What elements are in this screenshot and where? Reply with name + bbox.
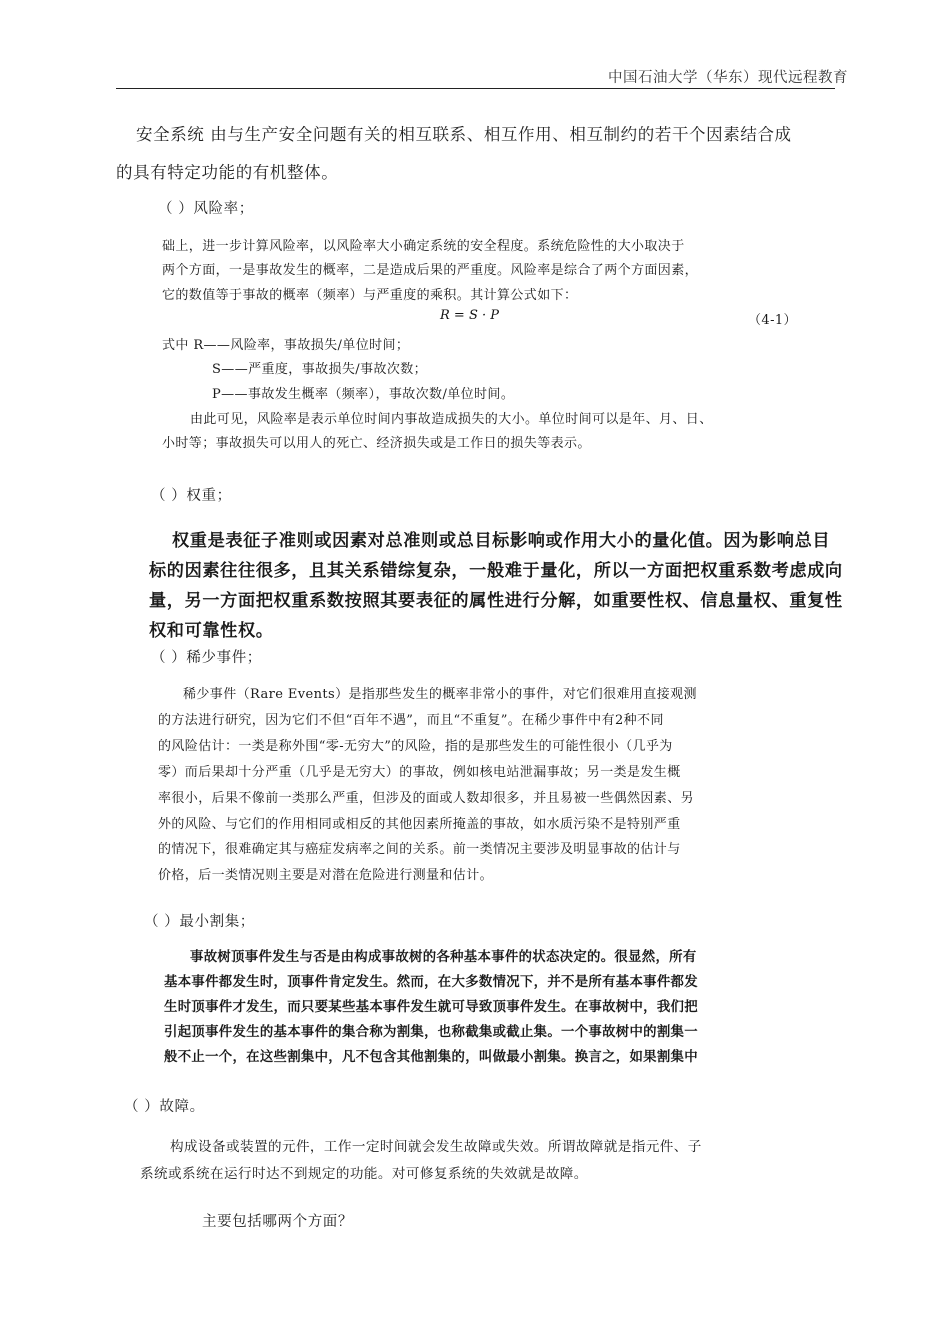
risk-def-1: 式中 R——风险率，事故损失/单位时间；: [162, 338, 410, 353]
rare-line-6: 外的风险、与它们的作用相同或相反的其他因素所掩盖的事故，如水质污染不是特别严重: [158, 817, 681, 832]
intro-line-1: 安全系统 由与生产安全问题有关的相互联系、相互作用、相互制约的若干个因素结合成: [136, 125, 792, 144]
weight-line-4: 权和可靠性权。: [149, 621, 274, 641]
weight-line-3: 量，另一方面把权重系数按照其要表征的属性进行分解，如重要性权、信息量权、重复性: [149, 591, 843, 611]
page-header-title: 中国石油大学（华东）现代远程教育: [608, 70, 848, 86]
rare-line-8: 价格，后一类情况则主要是对潜在危险进行测量和估计。: [158, 868, 494, 883]
risk-line-1: 础上，进一步计算风险率，以风险率大小确定系统的安全程度。系统危险性的大小取决于: [162, 239, 685, 254]
rare-line-2: 的方法进行研究，因为它们不但“百年不遇”，而且“不重复”。在稀少事件中有2种不同: [158, 713, 664, 728]
weight-line-1: 权重是表征子准则或因素对总准则或总目标影响或作用大小的量化值。因为影响总目: [172, 531, 831, 551]
weight-line-2: 标的因素往往很多，且其关系错综复杂，一般难于量化，所以一方面把权重系数考虑成向: [149, 561, 843, 581]
question-label-risk: （ ）风险率；: [158, 201, 254, 217]
risk-formula-number: （4-1）: [748, 313, 797, 328]
rare-line-3: 的风险估计：一类是称外围“零-无穷大”的风险，指的是那些发生的可能性很小（几乎为: [158, 739, 673, 754]
fault-line-1: 构成设备或装置的元件，工作一定时间就会发生故障或失效。所谓故障就是指元件、子: [170, 1139, 702, 1155]
cutset-line-1: 事故树顶事件发生与否是由构成事故树的各种基本事件的状态决定的。很显然，所有: [190, 949, 697, 965]
header-rule: [116, 88, 835, 89]
risk-tail-1: 由此可见，风险率是表示单位时间内事故造成损失的大小。单位时间可以是年、月、日、: [190, 412, 713, 427]
question-label-rare-events: （ ）稀少事件；: [151, 650, 262, 666]
question-label-minimal-cut-set: （ ）最小割集；: [144, 914, 255, 930]
rare-line-4: 零）而后果却十分严重（几乎是无穷大）的事故，例如核电站泄漏事故；另一类是发生概: [158, 765, 681, 780]
risk-line-2: 两个方面，一是事故发生的概率，二是造成后果的严重度。风险率是综合了两个方面因素，: [162, 263, 699, 278]
risk-line-3: 它的数值等于事故的概率（频率）与严重度的乘积。其计算公式如下：: [162, 288, 578, 303]
risk-tail-2: 小时等；事故损失可以用人的死亡、经济损失或是工作日的损失等表示。: [162, 436, 591, 451]
closing-question: 主要包括哪两个方面？: [202, 1214, 353, 1230]
risk-def-3: P——事故发生概率（频率），事故次数/单位时间。: [212, 387, 515, 402]
risk-def-2: S——严重度，事故损失/事故次数；: [212, 362, 428, 377]
question-label-weight: （ ）权重；: [151, 488, 232, 504]
cutset-line-2: 基本事件都发生时，顶事件肯定发生。然而，在大多数情况下，并不是所有基本事件都发: [164, 974, 698, 990]
rare-line-5: 率很小，后果不像前一类那么严重，但涉及的面或人数却很多，并且易被一些偶然因素、另: [158, 791, 695, 806]
risk-formula: R = S · P: [440, 308, 499, 323]
fault-line-2: 系统或系统在运行时达不到规定的功能。对可修复系统的失效就是故障。: [140, 1166, 588, 1182]
rare-line-1: 稀少事件（Rare Events）是指那些发生的概率非常小的事件，对它们很难用直接观测: [183, 687, 697, 702]
cutset-line-3: 生时顶事件才发生，而只要某些基本事件发生就可导致顶事件发生。在事故树中，我们把: [164, 999, 698, 1015]
question-label-fault: （ ）故障。: [124, 1099, 205, 1115]
intro-line-2: 的具有特定功能的有机整体。: [116, 163, 339, 182]
cutset-line-5: 般不止一个，在这些割集中，凡不包含其他割集的，叫做最小割集。换言之，如果割集中: [164, 1049, 698, 1065]
cutset-line-4: 引起顶事件发生的基本事件的集合称为割集，也称截集或截止集。一个事故树中的割集一: [164, 1024, 698, 1040]
rare-line-7: 的情况下，很难确定其与癌症发病率之间的关系。前一类情况主要涉及明显事故的估计与: [158, 842, 681, 857]
